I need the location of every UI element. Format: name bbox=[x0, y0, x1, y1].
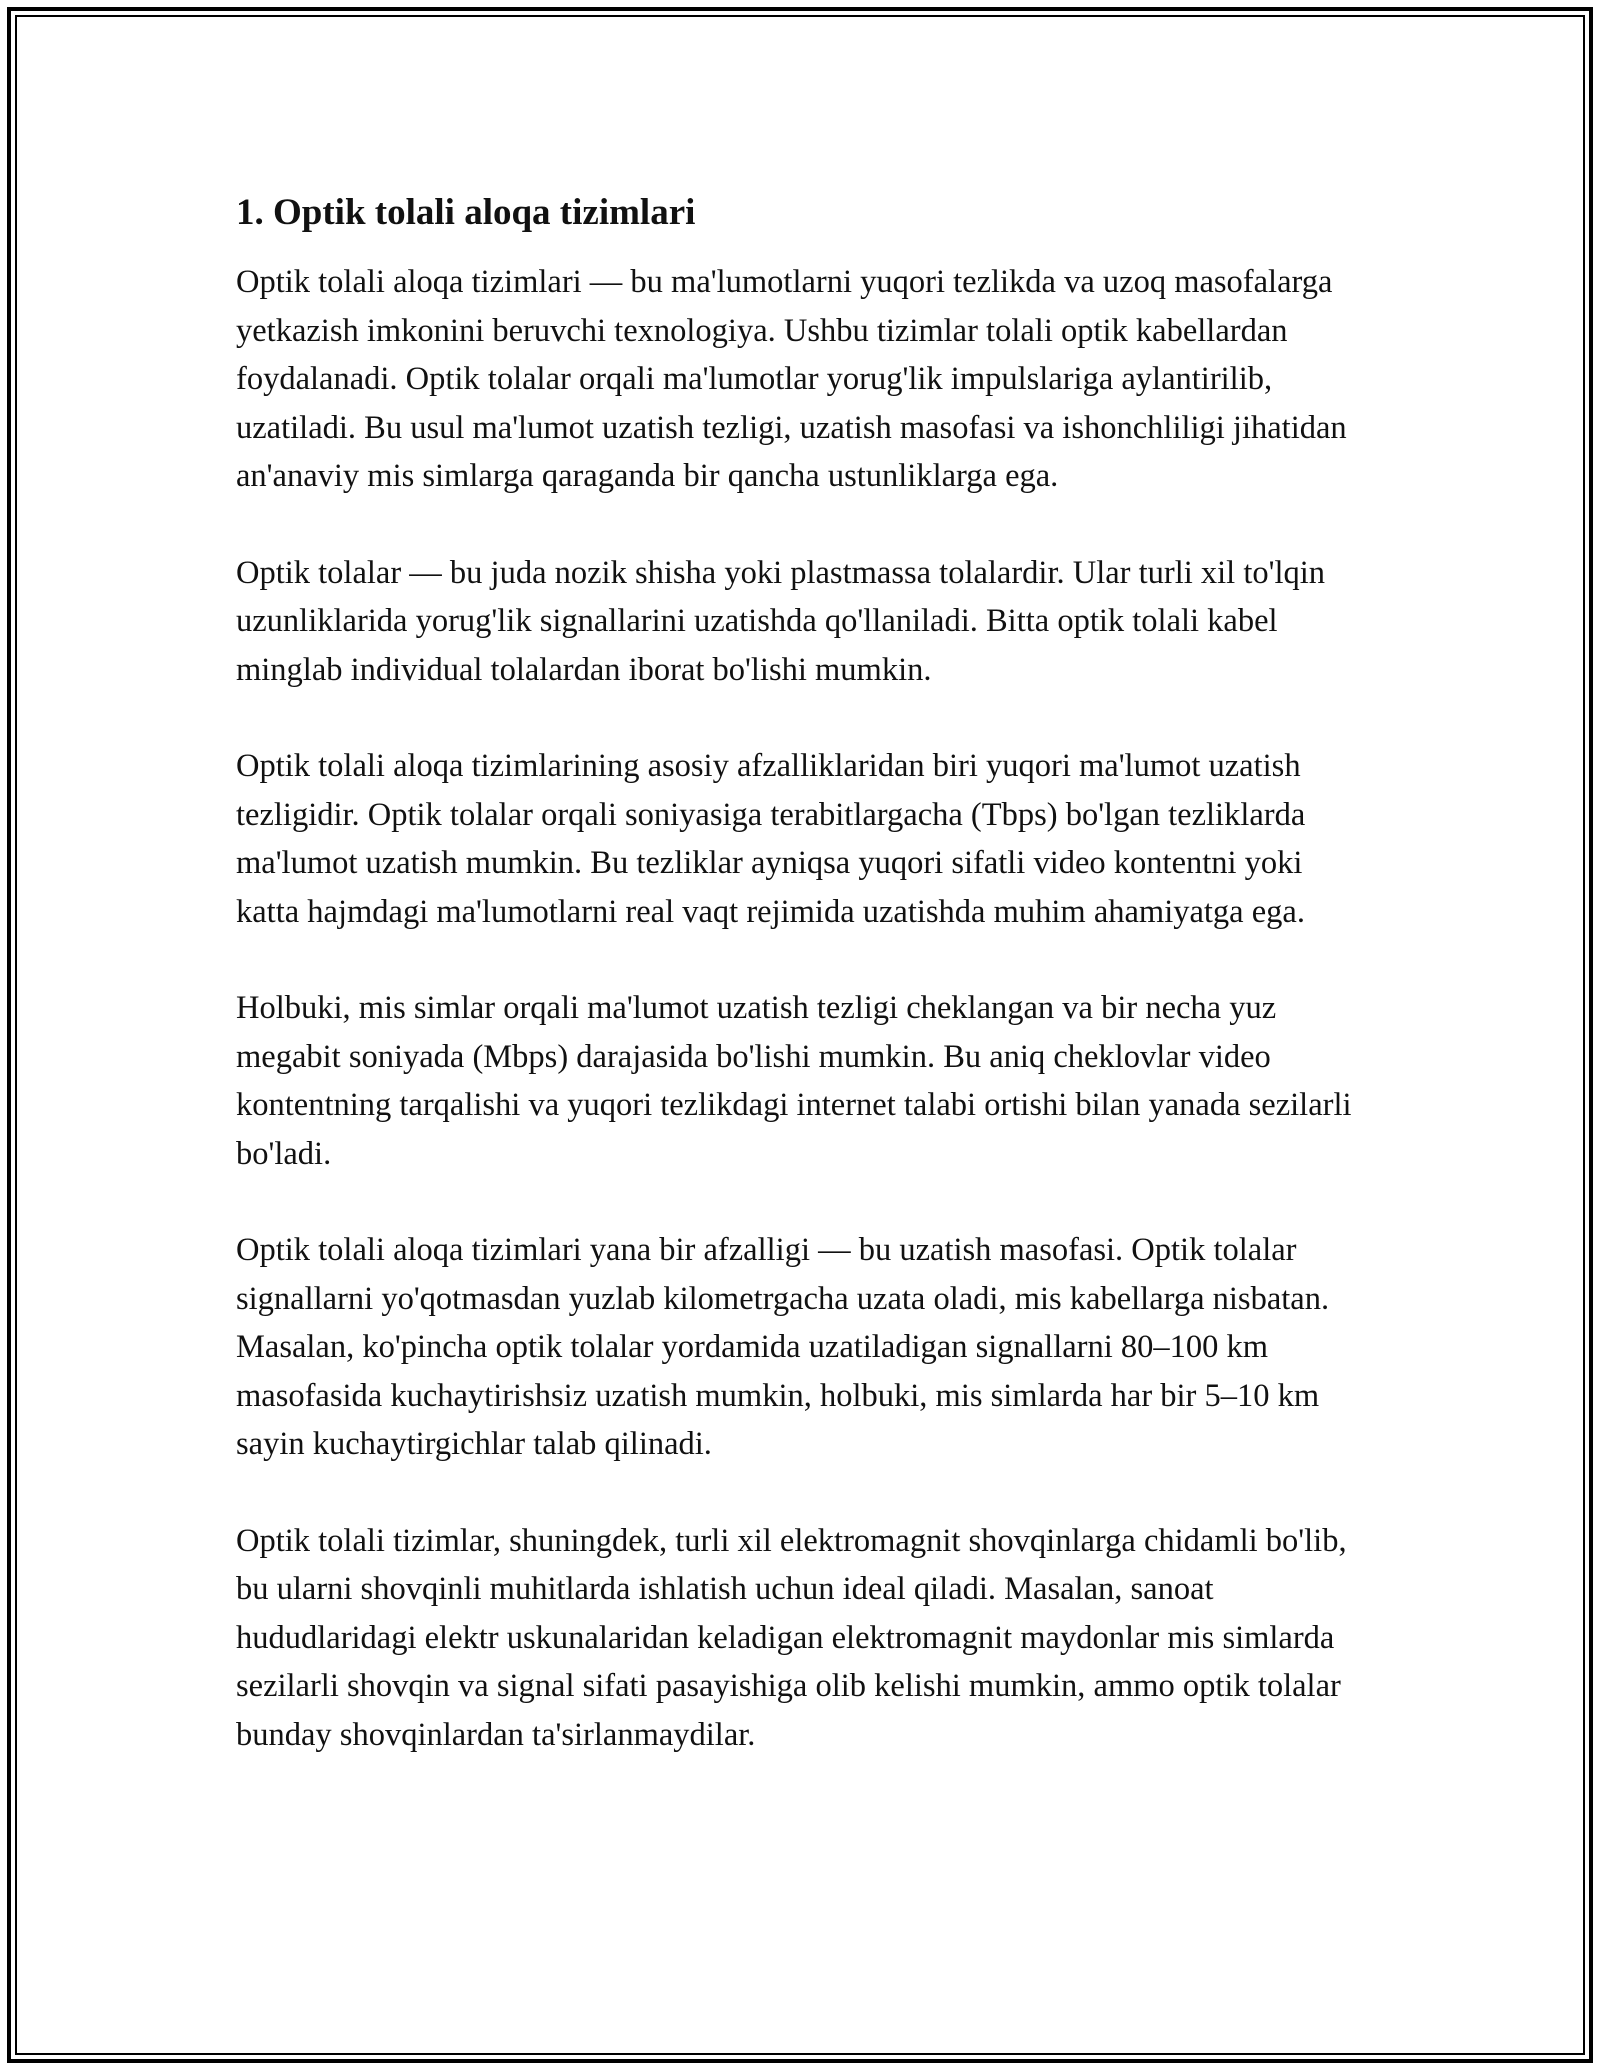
paragraph: Optik tolali tizimlar, shuningdek, turli xil elektromagnit shovqinlarga chidamli bo'lib, bu ularni shovqinli muhitlarda ishlatish uchun ideal qiladi. Masalan, sanoat hududlaridagi elektr uskunalaridan keladigan elektromagnit maydonlar mis simlarda sezilarli shovqin va signal sifati pasayishiga olib kelishi mumkin, ammo optik tolalar bunday shovqinlardan ta'sirlanmaydilar. bbox=[236, 1522, 1347, 1753]
paragraph: Optik tolali aloqa tizimlarining asosiy afzalliklaridan biri yuqori ma'lumot uzatish tezligidir. Optik tolalar orqali soniyasiga terabitlargacha (Tbps) bo'lgan tezliklarda ma'lumot uzatish mumkin. Bu tezliklar ayniqsa yuqori sifatli video kontentni yoki katta hajmdagi ma'lumotlarni real vaqt rejimida uzatishda muhim ahamiyatga ega. bbox=[236, 748, 1306, 930]
paragraph: Optik tolali aloqa tizimlari yana bir afzalligi — bu uzatish masofasi. Optik tolalar signallarni yo'qotmasdan yuzlab kilometrgacha uzata oladi, mis kabellarga nisbatan. Masalan, ko'pincha optik tolalar yordamida uzatiladigan signallarni 80–100 km masofasida kuchaytirishsiz uzatish mumkin, holbuki, mis simlarda har bir 5–10 km sayin kuchaytirgichlar talab qilinadi. bbox=[236, 1232, 1330, 1462]
section-heading: 1. Optik tolali aloqa tizimlari bbox=[236, 192, 696, 233]
paragraph: Optik tolalar — bu juda nozik shisha yoki plastmassa tolalardir. Ular turli xil to'lqin uzunliklarida yorug'lik signallarini uzatishda qo'llaniladi. Bitta optik tolali kabel minglab individual tolalardan iborat bo'lishi mumkin. bbox=[236, 554, 1326, 688]
document-body bbox=[236, 188, 1366, 1807]
paragraph: Holbuki, mis simlar orqali ma'lumot uzatish tezligi cheklangan va bir necha yuz megabit soniyada (Mbps) darajasida bo'lishi mumkin. Bu aniq cheklovlar video kontentning tarqalishi va yuqori tezlikdagi internet talabi ortishi bilan yanada sezilarli bo'ladi. bbox=[236, 990, 1352, 1172]
paragraph: Optik tolali aloqa tizimlari — bu ma'lumotlarni yuqori tezlikda va uzoq masofalarga yetkazish imkonini beruvchi texnologiya. Ushbu tizimlar tolali optik kabellardan foydalanadi. Optik tolalar orqali ma'lumotlar yorug'lik impulslariga aylantirilib, uzatiladi. Bu usul ma'lumot uzatish tezligi, uzatish masofasi va ishonchliligi jihatidan an'anaviy mis simlarga qaraganda bir qancha ustunliklarga ega. bbox=[236, 264, 1347, 494]
